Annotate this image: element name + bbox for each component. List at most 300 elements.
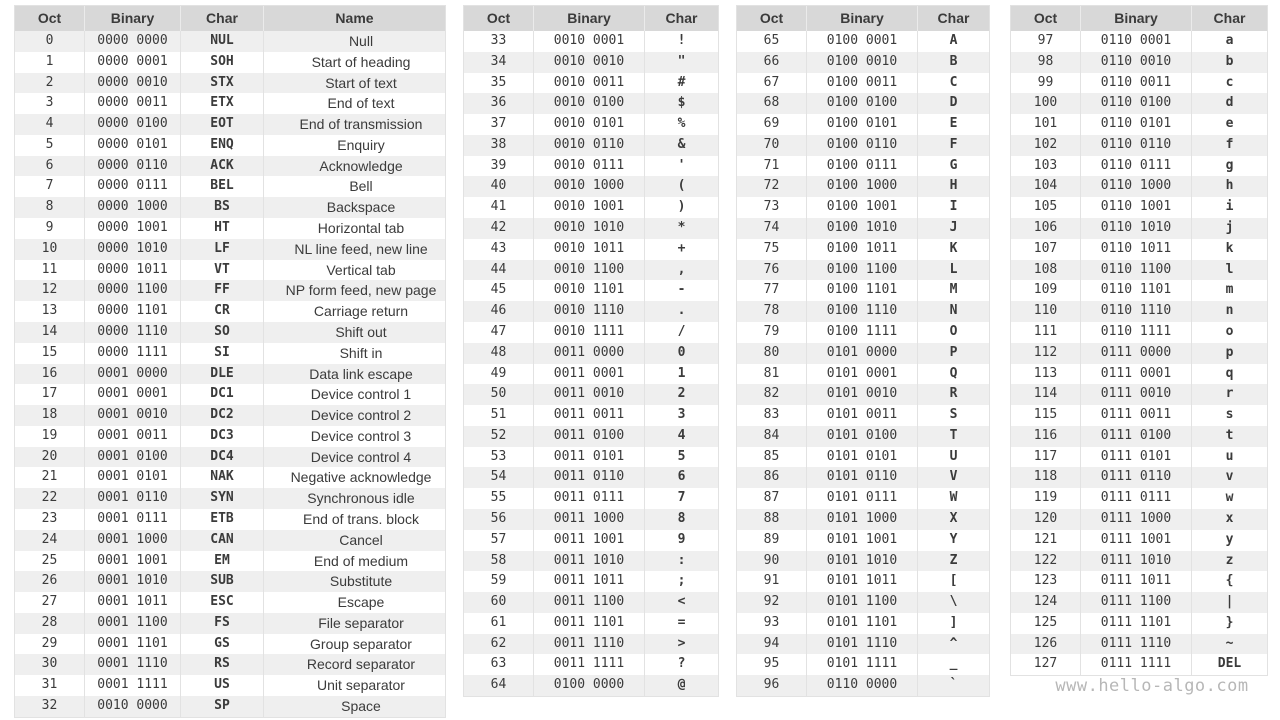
cell-oct: 32 — [15, 696, 85, 717]
cell-binary: 0110 1001 — [1081, 197, 1192, 218]
table-row — [464, 197, 718, 218]
cell-char: r — [1225, 386, 1234, 402]
cell-char: ~ — [1225, 635, 1234, 651]
cell-binary: 0001 1001 — [85, 551, 181, 572]
table-row — [737, 634, 989, 655]
cell-char: DC1 — [181, 384, 264, 405]
table-row — [15, 31, 445, 52]
column-header-oct: Oct — [464, 6, 534, 31]
cell-oct: 10 — [15, 239, 85, 260]
cell-binary: 0010 1001 — [534, 197, 645, 218]
cell-char: CAN — [181, 530, 264, 551]
cell-oct: 14 — [15, 322, 85, 343]
table-row — [15, 405, 445, 426]
cell-char: FF — [181, 280, 264, 301]
cell-binary: 0101 1111 — [807, 654, 918, 675]
cell-name: Start of text — [325, 74, 397, 91]
cell-name: Data link escape — [309, 365, 413, 382]
cell-binary: 0111 1101 — [1081, 613, 1192, 634]
cell-oct: 42 — [464, 218, 534, 239]
table-row — [1011, 405, 1267, 426]
cell-binary: 0110 0000 — [807, 675, 918, 696]
cell-binary: 0001 1010 — [85, 571, 181, 592]
table-row — [15, 488, 445, 509]
cell-oct: 22 — [15, 488, 85, 509]
cell-char: V — [949, 469, 958, 485]
column-header-binary: Binary — [1081, 6, 1192, 31]
column-header-binary: Binary — [534, 6, 645, 31]
cell-char: / — [677, 323, 686, 339]
cell-oct: 126 — [1011, 634, 1081, 655]
table-row — [15, 343, 445, 364]
cell-oct: 82 — [737, 384, 807, 405]
cell-oct: 110 — [1011, 301, 1081, 322]
cell-binary: 0011 1011 — [534, 571, 645, 592]
cell-char: > — [677, 635, 686, 651]
ascii-table-uppercase-letters — [736, 5, 990, 697]
cell-oct: 52 — [464, 426, 534, 447]
column-header-char: Char — [937, 10, 970, 26]
cell-binary: 0110 1011 — [1081, 239, 1192, 260]
cell-binary: 0101 1101 — [807, 613, 918, 634]
cell-char: q — [1225, 365, 1234, 381]
table-row — [464, 467, 718, 488]
cell-oct: 19 — [15, 426, 85, 447]
cell-binary: 0101 0110 — [807, 467, 918, 488]
table-row — [737, 73, 989, 94]
cell-oct: 108 — [1011, 260, 1081, 281]
cell-binary: 0000 0000 — [85, 31, 181, 52]
cell-oct: 3 — [15, 93, 85, 114]
cell-oct: 73 — [737, 197, 807, 218]
cell-oct: 71 — [737, 156, 807, 177]
cell-binary: 0110 0110 — [1081, 135, 1192, 156]
cell-binary: 0101 1010 — [807, 551, 918, 572]
cell-binary: 0000 1011 — [85, 260, 181, 281]
table-row — [737, 176, 989, 197]
cell-char: BS — [181, 197, 264, 218]
cell-oct: 99 — [1011, 73, 1081, 94]
cell-char: DC2 — [181, 405, 264, 426]
cell-char: u — [1225, 448, 1234, 464]
cell-oct: 103 — [1011, 156, 1081, 177]
table-row — [15, 364, 445, 385]
cell-char: < — [677, 594, 686, 610]
cell-binary: 0111 1100 — [1081, 592, 1192, 613]
cell-oct: 11 — [15, 260, 85, 281]
cell-oct: 17 — [15, 384, 85, 405]
cell-char: f — [1225, 136, 1234, 152]
cell-char: , — [677, 261, 686, 277]
cell-char: " — [677, 53, 686, 69]
cell-binary: 0001 1111 — [85, 675, 181, 696]
cell-char: 5 — [677, 448, 686, 464]
cell-oct: 53 — [464, 447, 534, 468]
cell-binary: 0011 1110 — [534, 634, 645, 655]
table-row — [464, 322, 718, 343]
table-row — [464, 634, 718, 655]
table-row — [464, 343, 718, 364]
cell-binary: 0100 0110 — [807, 135, 918, 156]
table-row — [464, 239, 718, 260]
cell-name: Device control 3 — [310, 427, 412, 444]
table-row — [737, 467, 989, 488]
cell-binary: 0001 0010 — [85, 405, 181, 426]
cell-oct: 60 — [464, 592, 534, 613]
cell-char: j — [1225, 220, 1234, 236]
cell-binary: 0001 0110 — [85, 488, 181, 509]
cell-char: O — [949, 323, 958, 339]
table-header-row — [464, 6, 718, 31]
cell-oct: 33 — [464, 31, 534, 52]
cell-oct: 66 — [737, 52, 807, 73]
cell-char: ( — [677, 178, 686, 194]
cell-binary: 0101 0011 — [807, 405, 918, 426]
table-row — [1011, 364, 1267, 385]
table-row — [464, 384, 718, 405]
cell-oct: 69 — [737, 114, 807, 135]
cell-char: B — [949, 53, 958, 69]
cell-oct: 114 — [1011, 384, 1081, 405]
table-row — [15, 239, 445, 260]
cell-oct: 101 — [1011, 114, 1081, 135]
cell-binary: 0111 0100 — [1081, 426, 1192, 447]
table-row — [737, 426, 989, 447]
table-row — [1011, 260, 1267, 281]
cell-binary: 0101 0111 — [807, 488, 918, 509]
cell-oct: 107 — [1011, 239, 1081, 260]
table-row — [464, 31, 718, 52]
cell-binary: 0010 0100 — [534, 93, 645, 114]
cell-oct: 76 — [737, 260, 807, 281]
cell-char: v — [1225, 469, 1234, 485]
cell-char: 1 — [677, 365, 686, 381]
cell-char: { — [1225, 573, 1234, 589]
cell-oct: 121 — [1011, 530, 1081, 551]
cell-char: m — [1225, 282, 1234, 298]
cell-name: Shift in — [339, 344, 383, 361]
cell-binary: 0100 0101 — [807, 114, 918, 135]
cell-binary: 0111 1010 — [1081, 551, 1192, 572]
cell-oct: 119 — [1011, 488, 1081, 509]
cell-oct: 85 — [737, 447, 807, 468]
table-row — [464, 571, 718, 592]
cell-char: _ — [949, 656, 958, 672]
table-row — [464, 301, 718, 322]
table-row — [737, 488, 989, 509]
cell-char: p — [1225, 344, 1234, 360]
cell-char: t — [1225, 427, 1234, 443]
table-row — [464, 592, 718, 613]
table-row — [737, 260, 989, 281]
cell-oct: 21 — [15, 467, 85, 488]
cell-binary: 0001 0001 — [85, 384, 181, 405]
cell-oct: 90 — [737, 551, 807, 572]
table-row — [464, 364, 718, 385]
table-row — [1011, 73, 1267, 94]
cell-char: l — [1225, 261, 1234, 277]
cell-name: End of transmission — [299, 116, 423, 133]
cell-char: 6 — [677, 469, 686, 485]
table-row — [1011, 384, 1267, 405]
cell-char: SP — [181, 696, 264, 717]
cell-char: DLE — [181, 364, 264, 385]
table-header-row — [1011, 6, 1267, 31]
cell-oct: 28 — [15, 613, 85, 634]
table-row — [1011, 654, 1267, 675]
table-row — [1011, 488, 1267, 509]
cell-binary: 0010 1111 — [534, 322, 645, 343]
cell-char: DEL — [1217, 656, 1242, 672]
cell-binary: 0110 0100 — [1081, 93, 1192, 114]
cell-binary: 0110 1010 — [1081, 218, 1192, 239]
table-row — [737, 530, 989, 551]
cell-binary: 0001 0100 — [85, 447, 181, 468]
cell-binary: 0001 1000 — [85, 530, 181, 551]
cell-oct: 84 — [737, 426, 807, 447]
table-row — [15, 530, 445, 551]
cell-char: H — [949, 178, 958, 194]
cell-binary: 0111 0011 — [1081, 405, 1192, 426]
table-body — [1011, 31, 1267, 675]
table-row — [1011, 509, 1267, 530]
cell-oct: 37 — [464, 114, 534, 135]
cell-oct: 27 — [15, 592, 85, 613]
cell-char: NUL — [181, 31, 264, 52]
cell-char: ^ — [949, 635, 958, 651]
cell-name: Negative acknowledge — [290, 469, 432, 486]
cell-binary: 0000 1000 — [85, 197, 181, 218]
cell-binary: 0001 0101 — [85, 467, 181, 488]
cell-binary: 0101 0000 — [807, 343, 918, 364]
table-row — [464, 551, 718, 572]
cell-binary: 0111 1111 — [1081, 654, 1192, 675]
cell-binary: 0010 1000 — [534, 176, 645, 197]
cell-name: File separator — [318, 614, 404, 631]
cell-oct: 23 — [15, 509, 85, 530]
cell-oct: 62 — [464, 634, 534, 655]
ascii-table-punctuation-digits — [463, 5, 719, 697]
cell-binary: 0001 0111 — [85, 509, 181, 530]
column-header-char: Char — [1213, 10, 1246, 26]
cell-binary: 0001 1101 — [85, 634, 181, 655]
cell-char: J — [949, 220, 958, 236]
column-header-char: Char — [181, 6, 264, 31]
cell-char: BEL — [181, 176, 264, 197]
cell-oct: 124 — [1011, 592, 1081, 613]
table-row — [15, 135, 445, 156]
table-row — [464, 176, 718, 197]
cell-binary: 0110 0001 — [1081, 31, 1192, 52]
cell-char: N — [949, 303, 958, 319]
table-header-row — [737, 6, 989, 31]
table-row — [1011, 447, 1267, 468]
cell-char: g — [1225, 157, 1234, 173]
table-body — [15, 31, 445, 717]
table-row — [1011, 156, 1267, 177]
cell-char: y — [1225, 531, 1234, 547]
cell-char: X — [949, 510, 958, 526]
cell-char: e — [1225, 116, 1234, 132]
cell-binary: 0100 0000 — [534, 675, 645, 696]
cell-oct: 94 — [737, 634, 807, 655]
table-row — [464, 447, 718, 468]
cell-char: DC4 — [181, 447, 264, 468]
table-row — [737, 509, 989, 530]
cell-oct: 78 — [737, 301, 807, 322]
cell-char: CR — [181, 301, 264, 322]
cell-binary: 0111 1000 — [1081, 509, 1192, 530]
cell-oct: 98 — [1011, 52, 1081, 73]
cell-oct: 15 — [15, 343, 85, 364]
cell-char: US — [181, 675, 264, 696]
table-row — [737, 197, 989, 218]
cell-char: STX — [181, 73, 264, 94]
cell-oct: 7 — [15, 176, 85, 197]
table-row — [1011, 52, 1267, 73]
cell-oct: 80 — [737, 343, 807, 364]
table-row — [15, 322, 445, 343]
table-row — [737, 114, 989, 135]
table-row — [15, 93, 445, 114]
cell-binary: 0100 1111 — [807, 322, 918, 343]
cell-oct: 57 — [464, 530, 534, 551]
table-row — [15, 675, 445, 696]
cell-char: @ — [677, 677, 686, 693]
cell-binary: 0000 0001 — [85, 52, 181, 73]
cell-binary: 0010 0110 — [534, 135, 645, 156]
cell-char: HT — [181, 218, 264, 239]
cell-char: 3 — [677, 407, 686, 423]
cell-char: d — [1225, 95, 1234, 111]
table-row — [464, 405, 718, 426]
cell-binary: 0011 1111 — [534, 654, 645, 675]
cell-char: ; — [677, 573, 686, 589]
table-row — [1011, 114, 1267, 135]
cell-name: Group separator — [310, 635, 412, 652]
cell-oct: 75 — [737, 239, 807, 260]
cell-name: NP form feed, new page — [285, 282, 437, 299]
cell-oct: 36 — [464, 93, 534, 114]
cell-char: SYN — [181, 488, 264, 509]
table-row — [1011, 301, 1267, 322]
table-row — [737, 301, 989, 322]
cell-char: % — [677, 116, 686, 132]
table-row — [464, 135, 718, 156]
cell-binary: 0011 0010 — [534, 384, 645, 405]
cell-oct: 56 — [464, 509, 534, 530]
cell-char: h — [1225, 178, 1234, 194]
cell-binary: 0110 1110 — [1081, 301, 1192, 322]
cell-binary: 0000 0111 — [85, 176, 181, 197]
table-row — [737, 135, 989, 156]
cell-char: & — [677, 136, 686, 152]
cell-char: D — [949, 95, 958, 111]
cell-oct: 20 — [15, 447, 85, 468]
cell-binary: 0110 1000 — [1081, 176, 1192, 197]
cell-name: Horizontal tab — [317, 220, 405, 237]
cell-binary: 0011 0110 — [534, 467, 645, 488]
table-row — [464, 52, 718, 73]
table-row — [1011, 135, 1267, 156]
cell-name: Start of heading — [311, 53, 411, 70]
table-row — [15, 114, 445, 135]
cell-char: E — [949, 116, 958, 132]
cell-char: : — [677, 552, 686, 568]
cell-name: Space — [341, 698, 381, 714]
column-header-char: Char — [665, 10, 698, 26]
table-row — [15, 592, 445, 613]
cell-char: n — [1225, 303, 1234, 319]
cell-name: Cancel — [339, 531, 383, 548]
column-header-oct: Oct — [1011, 6, 1081, 31]
cell-char: ? — [677, 656, 686, 672]
cell-char: # — [677, 74, 686, 90]
cell-char: SO — [181, 322, 264, 343]
table-row — [1011, 93, 1267, 114]
cell-oct: 115 — [1011, 405, 1081, 426]
cell-binary: 0001 1110 — [85, 654, 181, 675]
cell-char: C — [949, 74, 958, 90]
cell-oct: 89 — [737, 530, 807, 551]
cell-char: K — [949, 240, 958, 256]
cell-char: o — [1225, 323, 1234, 339]
cell-char: * — [677, 220, 686, 236]
cell-char: c — [1225, 74, 1234, 90]
table-row — [464, 488, 718, 509]
cell-binary: 0010 1110 — [534, 301, 645, 322]
column-header-oct: Oct — [15, 6, 85, 31]
table-row — [15, 509, 445, 530]
table-row — [1011, 530, 1267, 551]
cell-oct: 97 — [1011, 31, 1081, 52]
cell-binary: 0100 1011 — [807, 239, 918, 260]
cell-oct: 24 — [15, 530, 85, 551]
table-row — [464, 73, 718, 94]
cell-oct: 120 — [1011, 509, 1081, 530]
column-header-name: Name — [335, 10, 374, 26]
cell-binary: 0000 1001 — [85, 218, 181, 239]
cell-oct: 61 — [464, 613, 534, 634]
cell-oct: 16 — [15, 364, 85, 385]
table-row — [15, 384, 445, 405]
cell-char: S — [949, 407, 958, 423]
cell-oct: 59 — [464, 571, 534, 592]
cell-binary: 0100 1100 — [807, 260, 918, 281]
table-row — [1011, 322, 1267, 343]
cell-oct: 87 — [737, 488, 807, 509]
table-row — [737, 322, 989, 343]
cell-binary: 0101 0001 — [807, 364, 918, 385]
cell-binary: 0010 0010 — [534, 52, 645, 73]
cell-binary: 0100 1000 — [807, 176, 918, 197]
table-row — [464, 93, 718, 114]
cell-binary: 0111 1110 — [1081, 634, 1192, 655]
cell-binary: 0100 0011 — [807, 73, 918, 94]
table-row — [15, 260, 445, 281]
cell-oct: 43 — [464, 239, 534, 260]
cell-oct: 9 — [15, 218, 85, 239]
cell-binary: 0011 1000 — [534, 509, 645, 530]
cell-char: \ — [949, 594, 958, 610]
table-row — [737, 675, 989, 696]
cell-binary: 0011 1001 — [534, 530, 645, 551]
cell-oct: 38 — [464, 135, 534, 156]
cell-binary: 0100 0111 — [807, 156, 918, 177]
cell-oct: 2 — [15, 73, 85, 94]
ascii-table-control-characters — [14, 5, 446, 718]
cell-oct: 30 — [15, 654, 85, 675]
